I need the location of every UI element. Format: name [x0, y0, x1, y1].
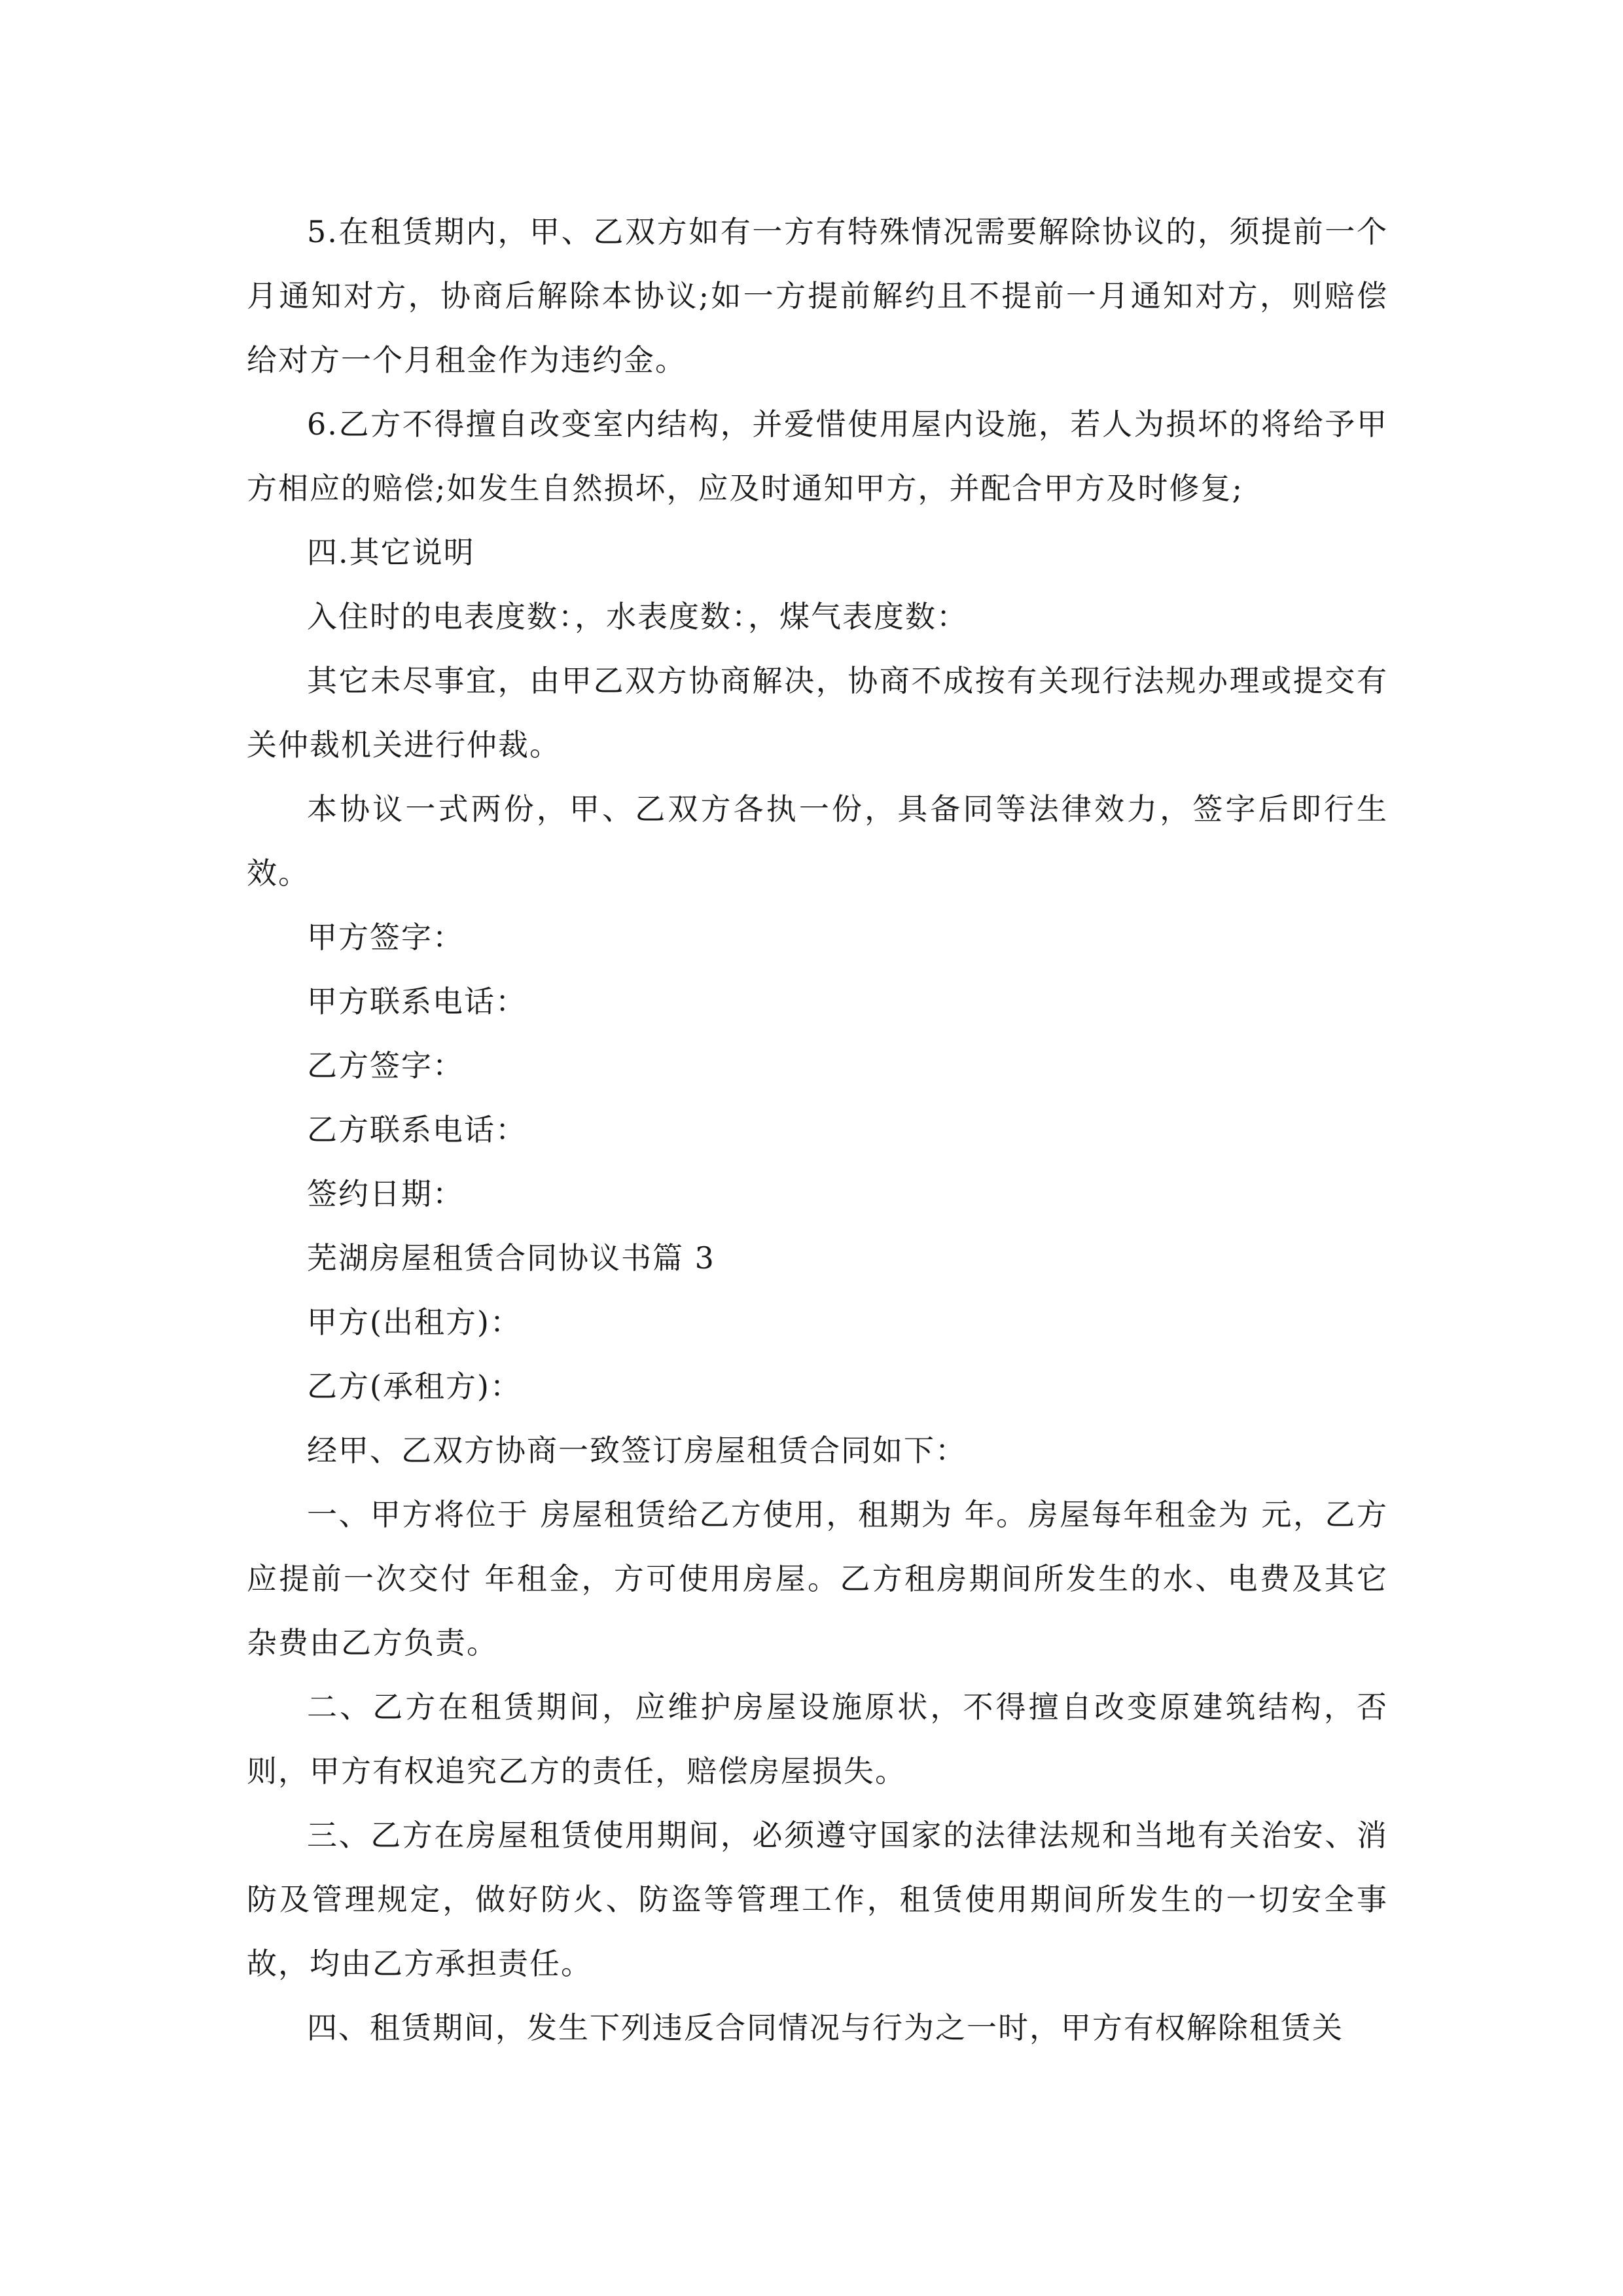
party-a-phone-line: 甲方联系电话： [307, 984, 527, 1019]
party-b-lessee-line: 乙方(承租方)： [307, 1369, 522, 1404]
clause-5-early-termination: 5.在租赁期内，甲、乙双方如有一方有特殊情况需要解除协议的，须提前一个月通知对方，协商后解除本协议;如一方提前解约且不提前一月通知对方，则赔偿给对方一个月租金作为违约金。 [247, 214, 1388, 378]
meter-readings-line: 入住时的电表度数：，水表度数：，煤气表度数： [307, 599, 968, 634]
dispute-resolution-paragraph: 其它未尽事宜，由甲乙双方协商解决，协商不成按有关现行法规办理或提交有关仲裁机关进行仲裁。 [247, 663, 1388, 762]
party-b-signature-line: 乙方签字： [307, 1048, 464, 1083]
party-a-lessor-line: 甲方(出租方)： [307, 1304, 522, 1340]
document-page [247, 200, 1388, 2060]
copies-validity-paragraph: 本协议一式两份，甲、乙双方各执一份，具备同等法律效力，签字后即行生效。 [247, 791, 1388, 891]
signing-date-line: 签约日期： [307, 1176, 464, 1211]
section-heading-other-notes: 四.其它说明 [307, 535, 475, 570]
article-4-termination-conditions: 四、租赁期间，发生下列违反合同情况与行为之一时，甲方有权解除租赁关 [307, 2010, 1344, 2045]
article-1-lease-terms: 一、甲方将位于 房屋租赁给乙方使用，租期为 年。房屋每年租金为 元，乙方应提前一次交付 年租金，方可使用房屋。乙方租房期间所发生的水、电费及其它杂费由乙方负责。 [247, 1497, 1388, 1660]
article-3-compliance-safety: 三、乙方在房屋租赁使用期间，必须遵守国家的法律法规和当地有关治安、消防及管理规定，做好防火、防盗等管理工作，租赁使用期间所发生的一切安全事故，均由乙方承担责任。 [247, 1818, 1388, 1981]
party-a-signature-line: 甲方签字： [307, 920, 464, 955]
clause-6-structure-damage: 6.乙方不得擅自改变室内结构，并爱惜使用屋内设施，若人为损坏的将给予甲方相应的赔偿;如发生自然损坏，应及时通知甲方，并配合甲方及时修复; [247, 406, 1388, 506]
contract-3-title: 芜湖房屋租赁合同协议书篇 3 [307, 1240, 715, 1276]
agreement-intro-line: 经甲、乙双方协商一致签订房屋租赁合同如下： [307, 1433, 967, 1468]
article-2-maintain-property: 二、乙方在租赁期间，应维护房屋设施原状，不得擅自改变原建筑结构，否则，甲方有权追究乙方的责任，赔偿房屋损失。 [247, 1689, 1388, 1789]
party-b-phone-line: 乙方联系电话： [307, 1112, 527, 1147]
